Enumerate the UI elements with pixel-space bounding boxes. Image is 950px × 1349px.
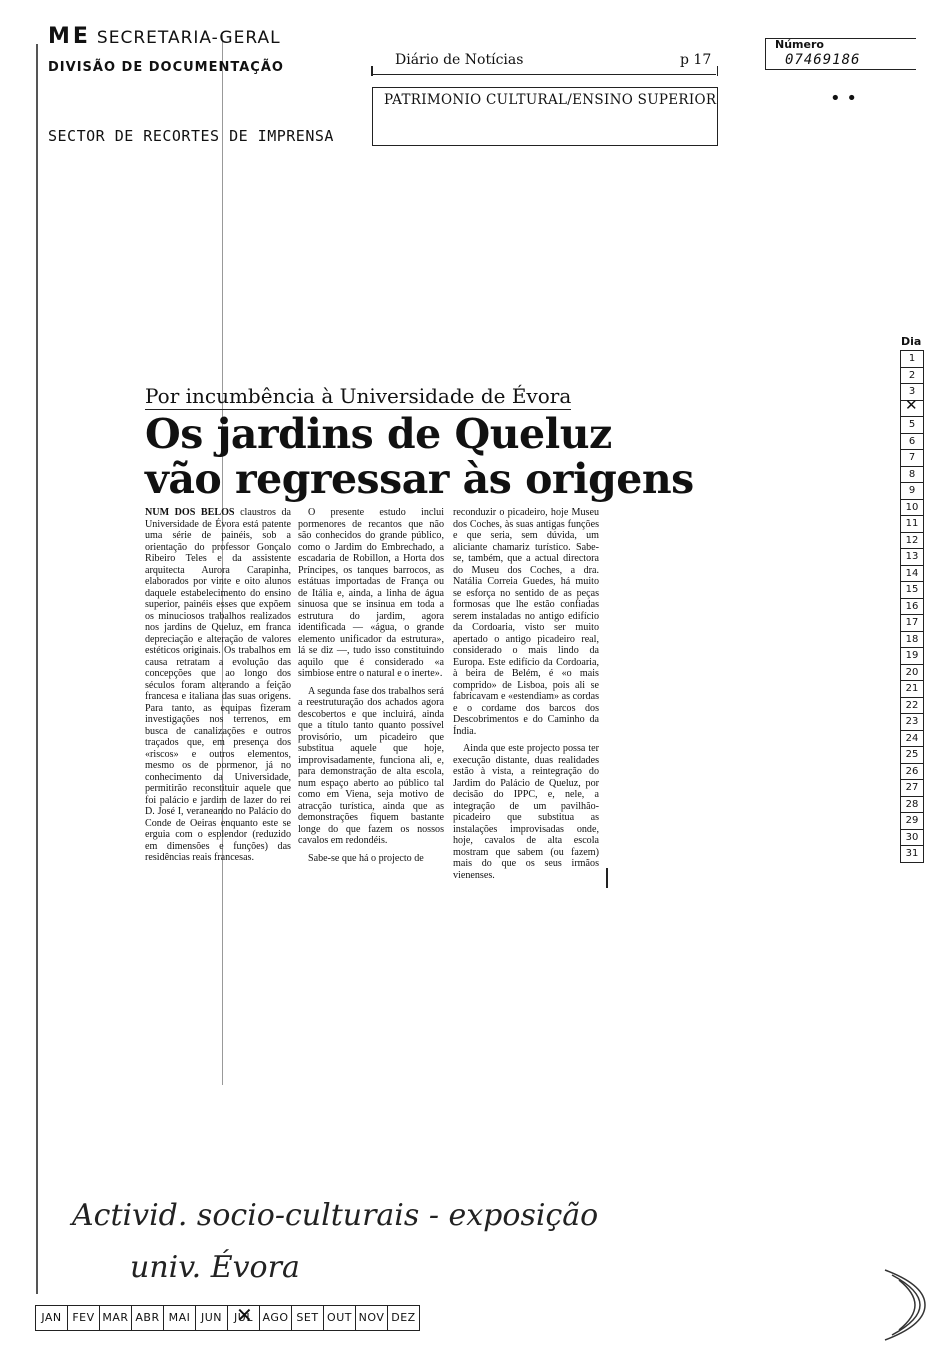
day-grid xyxy=(900,350,924,863)
month-cell: SET xyxy=(292,1306,324,1330)
column-1-paragraph-1: claustros da Universidade de Évora está patente uma série de painéis, sob a orientação do professor Gonçalo Ribeiro Teles e da assistente arquitecta Aurora Carapinha, elaborados por vinte e oito alunos daquele estabelecimento do ensino superior, painéis esses que expõem os minuciosos trabalhos realizados nos jardins de Queluz, em franca depreciação e alteração de valores estéticos originais. Os trabalhos em causa retratam a evolução das concepções que ao longo dos séculos foram alterando a feição francesa e italiana das suas origens. Para tanto, as equipas fizeram investigações nos terrenos, em busca de canalizações e outros traçados que, em presença dos «riscos» e outros elementos, mesmo os de pormenor, já no conhecimento da Universidade, permitirão reconstituir aquele que foi palácio e jardim de lazer do rei D. José I, veraneando no Palácio do Conde de Oeiras enquanto este se erguia com o esplendor (reduzido em dimensões e funções) das residências reais francesas. xyxy=(145,507,291,863)
article-kicker: Por incumbência à Universidade de Évora xyxy=(145,384,572,408)
day-cell: 5 xyxy=(900,416,924,433)
column-3-paragraph-1: reconduzir o picadeiro, hoje Museu dos Coches, às suas antigas funções e que seria, sem dúvida, um aliciante chamariz turístico. Sabe-se, também, que a actual directora do Museu dos Coches, a dra. Natália Correia Guedes, há muito se esforça no sentido de as peças formosas que lhe estão confiadas serem instaladas no antigo edifício da Cordoaria, visto ser muito apertado o antigo picadeiro real, considerado o mais lindo da Europa. Este edifício da Cordoaria, à beira de Belém, é «o mais comprido» de Lisboa, pois ali se fabricavam e «estendiam» as cordas e o cordame dos barcos dos Descobrimentos e do Caminho da Índia. xyxy=(453,507,599,737)
org-header xyxy=(48,24,281,49)
handwritten-note-line-2: univ. Évora xyxy=(130,1250,300,1285)
day-cell: 15 xyxy=(900,581,924,598)
day-cell: 23 xyxy=(900,713,924,730)
day-cell: 12 xyxy=(900,532,924,549)
day-cell: 27 xyxy=(900,779,924,796)
day-cell: 9 xyxy=(900,482,924,499)
day-cell: 8 xyxy=(900,466,924,483)
day-cell: 18 xyxy=(900,631,924,648)
day-cell: 31 xyxy=(900,845,924,863)
month-grid xyxy=(35,1305,420,1331)
headline-line-2: vão regressar às origens xyxy=(145,455,694,503)
left-margin-line xyxy=(36,44,38,1294)
day-cell: 2 xyxy=(900,367,924,384)
day-cell: 29 xyxy=(900,812,924,829)
record-number-value: 07469186 xyxy=(785,52,861,68)
month-cell: FEV xyxy=(68,1306,100,1330)
article-headline xyxy=(145,412,694,502)
day-cell: 17 xyxy=(900,614,924,631)
month-cell: AGO xyxy=(260,1306,292,1330)
day-cell: 24 xyxy=(900,730,924,747)
day-cell: 28 xyxy=(900,796,924,813)
day-cell: 16 xyxy=(900,598,924,615)
month-cell: JAN xyxy=(36,1306,68,1330)
page-number: p 17 xyxy=(680,52,712,68)
day-cell: 6 xyxy=(900,433,924,450)
day-cell xyxy=(900,400,924,417)
day-cell: 21 xyxy=(900,680,924,697)
article-column-3 xyxy=(453,507,599,887)
day-cell: 26 xyxy=(900,763,924,780)
day-cell: 7 xyxy=(900,449,924,466)
column-3-paragraph-2: Ainda que este projecto possa ter execução distante, duas realidades estão à vista, a reintegração do Jardim do Palácio de Queluz, por decisão do IPPC, e, nele, a integração de um pavilhão-picadeiro que substitua as instalações improvisadas onde, hoje, cavalos de alta escola mostram que sabem (ou fazem) mais do que os seus irmãos vienenses. xyxy=(453,743,599,881)
month-cell: MAR xyxy=(100,1306,132,1330)
org-name: SECRETARIA-GERAL xyxy=(96,28,281,48)
column-2-paragraph-2: A segunda fase dos trabalhos será a reestruturação dos achados agora descobertos e que incluirá, ainda que a título tanto quanto possível provisório, um picadeiro que substitua aquele que hoje, improvisadamente, funciona ali, e, para demonstração de alta escola, num espaço aberto ao público tal como em Viena, seja motivo de atracção turística, ainda que as demonstrações fiquem bastante longe do que fazem os nossos cavalos em redondéis. xyxy=(298,685,444,846)
month-cell: OUT xyxy=(324,1306,356,1330)
day-cell: 19 xyxy=(900,647,924,664)
day-cell: 22 xyxy=(900,697,924,714)
article-column-1 xyxy=(145,507,291,870)
month-cell: JUL ✕ xyxy=(228,1306,260,1330)
division-label: DIVISÃO DE DOCUMENTAÇÃO xyxy=(48,60,284,75)
month-cell: JUN xyxy=(196,1306,228,1330)
day-cell: 11 xyxy=(900,515,924,532)
day-cell: 3 xyxy=(900,383,924,400)
headline-line-1: Os jardins de Queluz xyxy=(145,410,612,458)
article-end-mark xyxy=(606,868,608,888)
ink-marks: • • xyxy=(830,88,857,109)
corner-arc-mark xyxy=(880,1265,940,1345)
subject-text: PATRIMONIO CULTURAL/ENSINO SUPERIOR xyxy=(384,92,717,108)
handwritten-note-line-1: Activid. socio-culturais - exposição xyxy=(72,1198,599,1233)
day-cell: 1 xyxy=(900,350,924,367)
month-cell: NOV xyxy=(356,1306,388,1330)
article-column-2 xyxy=(298,507,444,870)
day-cell: 20 xyxy=(900,664,924,681)
day-cell: 14 xyxy=(900,565,924,582)
article-lead: NUM DOS BELOS xyxy=(145,507,235,518)
day-cell: 30 xyxy=(900,829,924,846)
column-2-paragraph-1: O presente estudo inclui pormenores de recantos que não são conhecidos do grande público, como o Jardim do Embrechado, a escadaria de Robillon, a Horta dos Príncipes, os tanques barrocos, as estátuas importadas de França ou de Itália e, ainda, a linha de água sinuosa que se insinua em toda a estrutura do jardim, agora identificada — «água, o grande elemento unificador da estrutura», lá se diz —, tudo isso constituindo aquilo que é considerado «a simbiose entre o natural e o inerte». xyxy=(298,507,444,679)
day-cell: 10 xyxy=(900,499,924,516)
org-short: ME xyxy=(48,24,91,49)
column-2-paragraph-3: Sabe-se que há o projecto de xyxy=(308,852,424,864)
sector-label: SECTOR DE RECORTES DE IMPRENSA xyxy=(48,127,334,145)
day-grid-label: Dia xyxy=(901,335,922,348)
record-number-label: Número xyxy=(775,38,824,51)
month-cell: DEZ xyxy=(391,1311,416,1324)
day-cell: 13 xyxy=(900,548,924,565)
month-cell: ABR xyxy=(132,1306,164,1330)
day-cell: 25 xyxy=(900,746,924,763)
month-cell: MAI xyxy=(164,1306,196,1330)
newspaper-name: Diário de Notícias xyxy=(395,52,524,68)
